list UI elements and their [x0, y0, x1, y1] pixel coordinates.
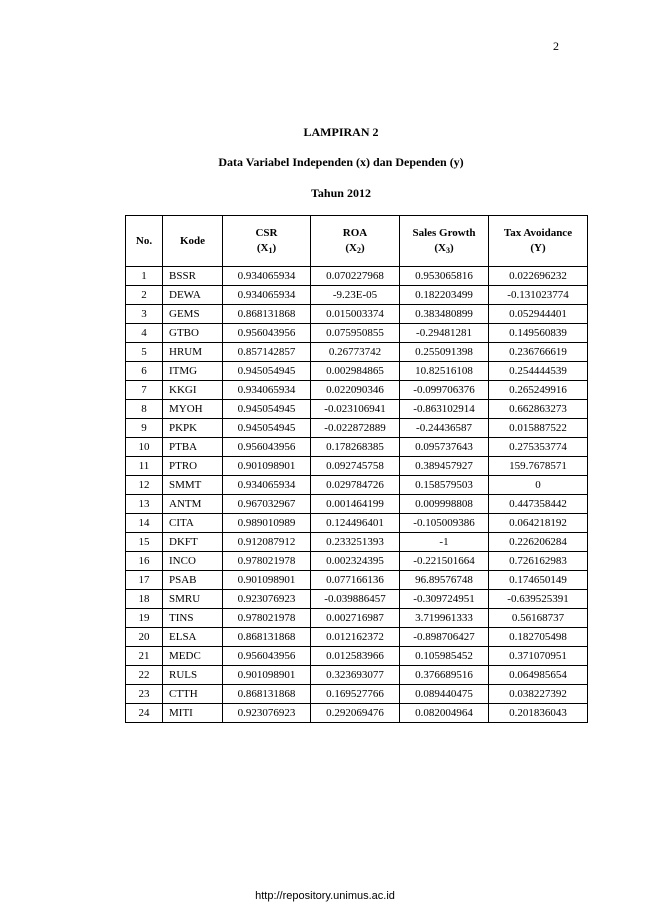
cell-sales: -0.309724951	[400, 590, 489, 609]
cell-sales: -0.29481281	[400, 324, 489, 343]
cell-roa: 0.002984865	[311, 362, 400, 381]
cell-sales: 0.383480899	[400, 305, 489, 324]
cell-roa: 0.070227968	[311, 267, 400, 286]
cell-csr: 0.934065934	[223, 381, 311, 400]
cell-roa: 0.022090346	[311, 381, 400, 400]
header-csr-close: )	[272, 242, 277, 254]
table-row	[126, 362, 588, 381]
cell-csr: 0.901098901	[223, 457, 311, 476]
cell-roa: 0.092745758	[311, 457, 400, 476]
cell-kode: DEWA	[163, 286, 223, 305]
table-row	[126, 400, 588, 419]
cell-kode: TINS	[163, 609, 223, 628]
cell-no: 13	[126, 495, 163, 514]
cell-tax: 0.064985654	[489, 666, 588, 685]
cell-no: 4	[126, 324, 163, 343]
header-tax-var: (Y)	[530, 242, 546, 254]
cell-roa: 0.169527766	[311, 685, 400, 704]
cell-sales: 0.182203499	[400, 286, 489, 305]
cell-kode: PKPK	[163, 419, 223, 438]
cell-tax: 0.022696232	[489, 267, 588, 286]
cell-no: 19	[126, 609, 163, 628]
table-row	[126, 476, 588, 495]
header-sales-var: (X	[434, 242, 446, 254]
header-roa-close: )	[360, 242, 365, 254]
cell-sales: 0.158579503	[400, 476, 489, 495]
cell-tax: 0.726162983	[489, 552, 588, 571]
cell-csr: 0.945054945	[223, 362, 311, 381]
cell-kode: BSSR	[163, 267, 223, 286]
cell-kode: HRUM	[163, 343, 223, 362]
cell-no: 12	[126, 476, 163, 495]
cell-tax: 0.015887522	[489, 419, 588, 438]
cell-csr: 0.868131868	[223, 685, 311, 704]
table-row	[126, 495, 588, 514]
cell-no: 22	[126, 666, 163, 685]
cell-sales: -0.863102914	[400, 400, 489, 419]
cell-roa: 0.029784726	[311, 476, 400, 495]
header-csr-var: (X	[256, 242, 269, 254]
table-row	[126, 628, 588, 647]
cell-roa: 0.292069476	[311, 704, 400, 723]
cell-kode: CITA	[163, 514, 223, 533]
cell-sales: -1	[400, 533, 489, 552]
header-sales-growth	[400, 216, 489, 267]
cell-tax: 0.236766619	[489, 343, 588, 362]
cell-kode: GEMS	[163, 305, 223, 324]
table-row	[126, 457, 588, 476]
cell-sales: 0.255091398	[400, 343, 489, 362]
cell-csr: 0.956043956	[223, 647, 311, 666]
cell-no: 7	[126, 381, 163, 400]
cell-csr: 0.901098901	[223, 666, 311, 685]
table-row	[126, 286, 588, 305]
cell-csr: 0.857142857	[223, 343, 311, 362]
cell-csr: 0.978021978	[223, 552, 311, 571]
cell-kode: MITI	[163, 704, 223, 723]
cell-sales: 96.89576748	[400, 571, 489, 590]
cell-no: 14	[126, 514, 163, 533]
cell-csr: 0.989010989	[223, 514, 311, 533]
cell-kode: ELSA	[163, 628, 223, 647]
header-roa-label: ROA	[342, 227, 368, 239]
cell-tax: -0.131023774	[489, 286, 588, 305]
cell-kode: SMRU	[163, 590, 223, 609]
cell-sales: 0.389457927	[400, 457, 489, 476]
cell-tax: 0.226206284	[489, 533, 588, 552]
cell-sales: 0.089440475	[400, 685, 489, 704]
cell-roa: 0.012162372	[311, 628, 400, 647]
cell-roa: 0.001464199	[311, 495, 400, 514]
cell-tax: 0	[489, 476, 588, 495]
cell-no: 16	[126, 552, 163, 571]
cell-no: 10	[126, 438, 163, 457]
cell-roa: 0.323693077	[311, 666, 400, 685]
cell-sales: 0.082004964	[400, 704, 489, 723]
cell-csr: 0.912087912	[223, 533, 311, 552]
cell-kode: PSAB	[163, 571, 223, 590]
cell-roa: 0.002716987	[311, 609, 400, 628]
cell-tax: 0.052944401	[489, 305, 588, 324]
cell-no: 11	[126, 457, 163, 476]
page-title: LAMPIRAN 2	[303, 125, 379, 139]
cell-kode: MEDC	[163, 647, 223, 666]
header-roa-sub: 2	[356, 246, 361, 255]
cell-kode: SMMT	[163, 476, 223, 495]
table-row	[126, 438, 588, 457]
cell-sales: -0.099706376	[400, 381, 489, 400]
cell-sales: 0.105985452	[400, 647, 489, 666]
cell-roa: 0.012583966	[311, 647, 400, 666]
header-sales-sub: 3	[445, 246, 450, 255]
table-row	[126, 514, 588, 533]
cell-no: 1	[126, 267, 163, 286]
cell-sales: 3.719961333	[400, 609, 489, 628]
header-no: No.	[126, 216, 163, 267]
cell-roa: -0.039886457	[311, 590, 400, 609]
page-subtitle: Data Variabel Independen (x) dan Dependen (y)	[218, 155, 464, 169]
cell-kode: DKFT	[163, 533, 223, 552]
cell-tax: 0.662863273	[489, 400, 588, 419]
cell-csr: 0.923076923	[223, 590, 311, 609]
header-csr-sub: 1	[268, 246, 273, 255]
table-row	[126, 704, 588, 723]
table-row	[126, 647, 588, 666]
cell-csr: 0.956043956	[223, 324, 311, 343]
cell-no: 20	[126, 628, 163, 647]
cell-kode: RULS	[163, 666, 223, 685]
cell-no: 6	[126, 362, 163, 381]
cell-kode: CTTH	[163, 685, 223, 704]
cell-kode: ANTM	[163, 495, 223, 514]
cell-kode: PTRO	[163, 457, 223, 476]
cell-sales: -0.24436587	[400, 419, 489, 438]
header-tax-label: Tax Avoidance	[503, 227, 573, 239]
cell-csr: 0.978021978	[223, 609, 311, 628]
cell-sales: -0.105009386	[400, 514, 489, 533]
table-row	[126, 552, 588, 571]
table-row	[126, 267, 588, 286]
cell-roa: -0.023106941	[311, 400, 400, 419]
cell-tax: 0.038227392	[489, 685, 588, 704]
cell-kode: PTBA	[163, 438, 223, 457]
footer-url: http://repository.unimus.ac.id	[255, 890, 395, 902]
table-row	[126, 609, 588, 628]
cell-csr: 0.901098901	[223, 571, 311, 590]
table-row	[126, 590, 588, 609]
table-row	[126, 685, 588, 704]
cell-roa: -9.23E-05	[311, 286, 400, 305]
cell-roa: 0.077166136	[311, 571, 400, 590]
header-roa-var: (X	[345, 242, 357, 254]
cell-tax: 0.149560839	[489, 324, 588, 343]
table-row	[126, 381, 588, 400]
cell-roa: 0.075950855	[311, 324, 400, 343]
cell-sales: 0.953065816	[400, 267, 489, 286]
cell-sales: 0.095737643	[400, 438, 489, 457]
header-csr-label: CSR	[255, 227, 278, 239]
header-kode: Kode	[163, 216, 223, 267]
cell-kode: ITMG	[163, 362, 223, 381]
table-row	[126, 343, 588, 362]
cell-sales: 0.376689516	[400, 666, 489, 685]
year-heading: Tahun 2012	[311, 186, 371, 200]
cell-no: 9	[126, 419, 163, 438]
cell-no: 24	[126, 704, 163, 723]
cell-tax: 0.275353774	[489, 438, 588, 457]
cell-csr: 0.868131868	[223, 628, 311, 647]
cell-csr: 0.967032967	[223, 495, 311, 514]
cell-tax: 0.182705498	[489, 628, 588, 647]
header-sales-label: Sales Growth	[412, 227, 476, 239]
cell-roa: 0.26773742	[311, 343, 400, 362]
cell-csr: 0.934065934	[223, 476, 311, 495]
cell-tax: 0.254444539	[489, 362, 588, 381]
cell-roa: 0.015003374	[311, 305, 400, 324]
cell-no: 2	[126, 286, 163, 305]
table-row	[126, 571, 588, 590]
table-row	[126, 305, 588, 324]
cell-tax: 0.56168737	[489, 609, 588, 628]
cell-roa: 0.178268385	[311, 438, 400, 457]
cell-sales: 0.009998808	[400, 495, 489, 514]
cell-csr: 0.956043956	[223, 438, 311, 457]
cell-no: 17	[126, 571, 163, 590]
cell-no: 15	[126, 533, 163, 552]
cell-sales: -0.221501664	[400, 552, 489, 571]
cell-roa: 0.002324395	[311, 552, 400, 571]
cell-no: 8	[126, 400, 163, 419]
cell-csr: 0.945054945	[223, 400, 311, 419]
table-header-row	[126, 216, 588, 267]
cell-tax: 0.174650149	[489, 571, 588, 590]
cell-csr: 0.945054945	[223, 419, 311, 438]
page-number: 2	[553, 39, 559, 53]
cell-kode: INCO	[163, 552, 223, 571]
cell-csr: 0.923076923	[223, 704, 311, 723]
cell-tax: 0.265249916	[489, 381, 588, 400]
table-body	[126, 267, 588, 723]
cell-sales: 10.82516108	[400, 362, 489, 381]
table-row	[126, 533, 588, 552]
cell-roa: 0.124496401	[311, 514, 400, 533]
cell-tax: 0.371070951	[489, 647, 588, 666]
header-tax-avoidance	[489, 216, 588, 267]
cell-kode: KKGI	[163, 381, 223, 400]
cell-kode: GTBO	[163, 324, 223, 343]
cell-sales: -0.898706427	[400, 628, 489, 647]
table-row	[126, 666, 588, 685]
cell-no: 3	[126, 305, 163, 324]
header-csr	[223, 216, 311, 267]
cell-no: 5	[126, 343, 163, 362]
cell-tax: 0.201836043	[489, 704, 588, 723]
table-row	[126, 419, 588, 438]
table-row	[126, 324, 588, 343]
cell-no: 23	[126, 685, 163, 704]
cell-csr: 0.868131868	[223, 305, 311, 324]
header-sales-close: )	[449, 242, 454, 254]
cell-tax: 0.447358442	[489, 495, 588, 514]
header-roa	[311, 216, 400, 267]
cell-no: 21	[126, 647, 163, 666]
cell-tax: 0.064218192	[489, 514, 588, 533]
cell-csr: 0.934065934	[223, 267, 311, 286]
cell-csr: 0.934065934	[223, 286, 311, 305]
cell-kode: MYOH	[163, 400, 223, 419]
cell-tax: 159.7678571	[489, 457, 588, 476]
cell-roa: 0.233251393	[311, 533, 400, 552]
cell-tax: -0.639525391	[489, 590, 588, 609]
cell-roa: -0.022872889	[311, 419, 400, 438]
data-table	[125, 215, 588, 723]
cell-no: 18	[126, 590, 163, 609]
